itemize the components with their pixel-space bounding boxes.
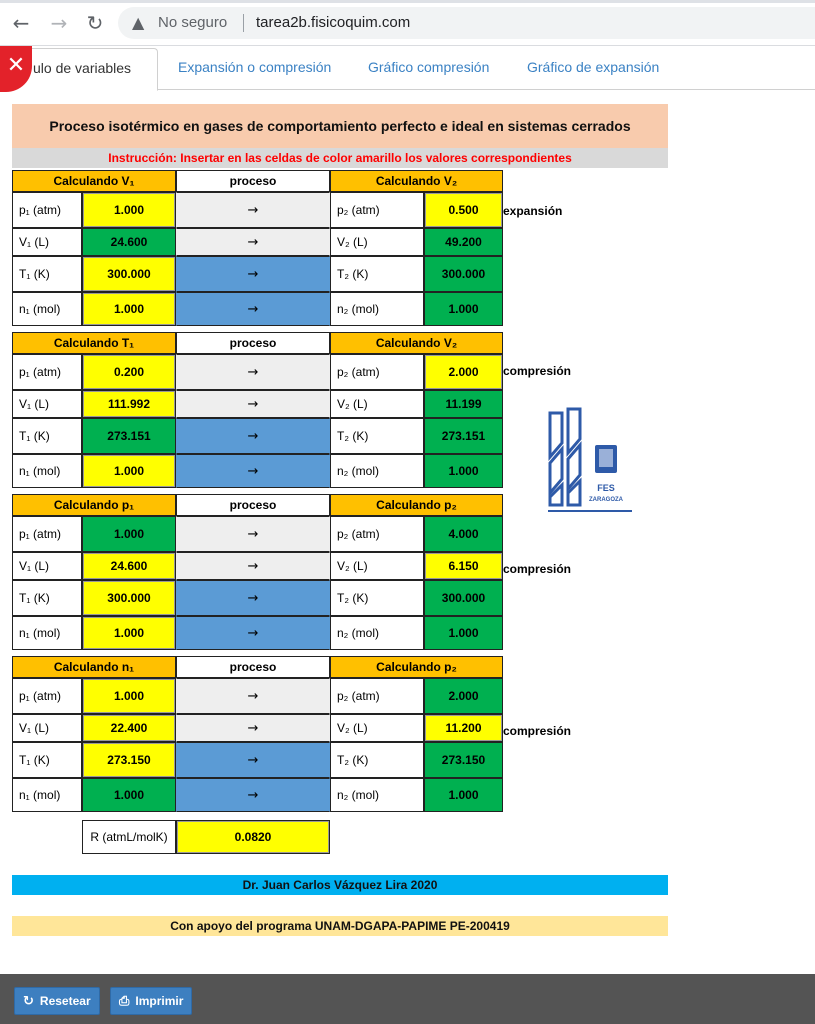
- variable-label-2: T₂ (K): [330, 418, 424, 454]
- block-header-right: Calculando V₂: [330, 170, 503, 192]
- support-bar: Con apoyo del programa UNAM-DGAPA-PAPIME PE-200419: [12, 916, 668, 936]
- computed-cell: 1.000: [424, 778, 503, 812]
- print-icon: ⎙: [119, 993, 130, 1009]
- variable-label-1: V₁ (L): [12, 228, 82, 256]
- computed-cell: 273.150: [424, 742, 503, 778]
- computed-cell: 1.000: [82, 778, 176, 812]
- process-arrow-icon: →: [176, 778, 330, 812]
- block-header-left: Calculando V₁: [12, 170, 176, 192]
- warning-icon[interactable]: ▲: [132, 13, 145, 32]
- computed-cell: 1.000: [424, 292, 503, 326]
- reset-label: Resetear: [39, 994, 91, 1008]
- computed-cell: 24.600: [82, 228, 176, 256]
- r-constant-value[interactable]: 0.0820: [176, 820, 330, 854]
- variable-label-2: T₂ (K): [330, 580, 424, 616]
- process-arrow-icon: →: [176, 552, 330, 580]
- variable-label-1: p₁ (atm): [12, 354, 82, 390]
- input-cell[interactable]: 300.000: [82, 580, 176, 616]
- process-arrow-icon: →: [176, 390, 330, 418]
- variable-label-1: T₁ (K): [12, 742, 82, 778]
- back-arrow-icon[interactable]: ←: [12, 11, 30, 35]
- process-type-note: compresión: [503, 562, 572, 576]
- instruction-text: Instrucción: Insertar en las celdas de color amarillo los valores correspondientes: [12, 148, 668, 168]
- input-cell[interactable]: 22.400: [82, 714, 176, 742]
- refresh-icon: ↻: [23, 993, 34, 1009]
- input-cell[interactable]: 0.500: [424, 192, 503, 228]
- process-arrow-icon: →: [176, 616, 330, 650]
- variable-label-2: V₂ (L): [330, 552, 424, 580]
- variable-label-1: n₁ (mol): [12, 292, 82, 326]
- print-label: Imprimir: [135, 994, 184, 1008]
- process-arrow-icon: →: [176, 516, 330, 552]
- variable-label-1: V₁ (L): [12, 714, 82, 742]
- computed-cell: 1.000: [424, 454, 503, 488]
- variable-label-1: n₁ (mol): [12, 778, 82, 812]
- block-header-left: Calculando n₁: [12, 656, 176, 678]
- computed-cell: 11.199: [424, 390, 503, 418]
- computed-cell: 300.000: [424, 256, 503, 292]
- input-cell[interactable]: 1.000: [82, 292, 176, 326]
- process-arrow-icon: →: [176, 742, 330, 778]
- input-cell[interactable]: 11.200: [424, 714, 503, 742]
- variable-label-2: p₂ (atm): [330, 678, 424, 714]
- close-icon[interactable]: ✕: [0, 46, 32, 92]
- variable-label-1: p₁ (atm): [12, 516, 82, 552]
- process-arrow-icon: →: [176, 580, 330, 616]
- forward-arrow-icon[interactable]: →: [50, 11, 68, 35]
- process-arrow-icon: →: [176, 354, 330, 390]
- variable-label-1: p₁ (atm): [12, 678, 82, 714]
- bottom-toolbar: [0, 974, 815, 1024]
- variable-label-2: n₂ (mol): [330, 778, 424, 812]
- computed-cell: 300.000: [424, 580, 503, 616]
- process-arrow-icon: →: [176, 228, 330, 256]
- input-cell[interactable]: 273.150: [82, 742, 176, 778]
- fes-zaragoza-logo-icon: [540, 405, 635, 515]
- variable-label-2: n₂ (mol): [330, 616, 424, 650]
- input-cell[interactable]: 300.000: [82, 256, 176, 292]
- r-constant-label: R (atmL/molK): [82, 820, 176, 854]
- computed-cell: 2.000: [424, 678, 503, 714]
- process-header: proceso: [176, 494, 330, 516]
- computed-cell: 4.000: [424, 516, 503, 552]
- tab-grafico-compresion[interactable]: Gráfico compresión: [368, 59, 490, 75]
- computed-cell: 273.151: [82, 418, 176, 454]
- block-header-left: Calculando T₁: [12, 332, 176, 354]
- computed-cell: 49.200: [424, 228, 503, 256]
- tab-calculo-de-variables[interactable]: ulo de variables: [0, 48, 158, 91]
- input-cell[interactable]: 1.000: [82, 678, 176, 714]
- process-arrow-icon: →: [176, 454, 330, 488]
- process-type-note: expansión: [503, 204, 563, 218]
- process-header: proceso: [176, 656, 330, 678]
- input-cell[interactable]: 6.150: [424, 552, 503, 580]
- variable-label-1: n₁ (mol): [12, 616, 82, 650]
- process-arrow-icon: →: [176, 256, 330, 292]
- variable-label-1: T₁ (K): [12, 580, 82, 616]
- address-bar[interactable]: [118, 7, 815, 39]
- variable-label-2: V₂ (L): [330, 390, 424, 418]
- variable-label-1: T₁ (K): [12, 418, 82, 454]
- variable-label-1: T₁ (K): [12, 256, 82, 292]
- security-label[interactable]: No seguro: [158, 14, 228, 31]
- tab-grafico-de-expansion[interactable]: Gráfico de expansión: [527, 59, 660, 75]
- block-header-right: Calculando V₂: [330, 332, 503, 354]
- tab-expansion-o-compresion[interactable]: Expansión o compresión: [178, 59, 332, 75]
- variable-label-2: V₂ (L): [330, 714, 424, 742]
- process-arrow-icon: →: [176, 292, 330, 326]
- author-bar: Dr. Juan Carlos Vázquez Lira 2020: [12, 875, 668, 895]
- variable-label-2: T₂ (K): [330, 256, 424, 292]
- variable-label-2: V₂ (L): [330, 228, 424, 256]
- variable-label-2: n₂ (mol): [330, 292, 424, 326]
- block-header-right: Calculando p₂: [330, 656, 503, 678]
- block-header-left: Calculando p₁: [12, 494, 176, 516]
- variable-label-2: n₂ (mol): [330, 454, 424, 488]
- input-cell[interactable]: 1.000: [82, 616, 176, 650]
- reload-icon[interactable]: ↻: [86, 11, 104, 35]
- variable-label-2: p₂ (atm): [330, 354, 424, 390]
- variable-label-2: T₂ (K): [330, 742, 424, 778]
- variable-label-1: V₁ (L): [12, 390, 82, 418]
- computed-cell: 1.000: [82, 516, 176, 552]
- variable-label-1: p₁ (atm): [12, 192, 82, 228]
- process-arrow-icon: →: [176, 418, 330, 454]
- url-separator: [243, 14, 244, 32]
- reset-button[interactable]: [14, 987, 100, 1015]
- variable-label-1: V₁ (L): [12, 552, 82, 580]
- input-cell[interactable]: 111.992: [82, 390, 176, 418]
- process-arrow-icon: →: [176, 714, 330, 742]
- browser-toolbar: [0, 0, 815, 46]
- variable-label-2: p₂ (atm): [330, 192, 424, 228]
- sheet-tabs: [0, 46, 815, 90]
- print-button[interactable]: [110, 987, 192, 1015]
- svg-text:FES: FES: [597, 483, 615, 493]
- svg-text:ZARAGOZA: ZARAGOZA: [589, 497, 623, 503]
- block-header-right: Calculando p₂: [330, 494, 503, 516]
- browser-top-edge: [0, 0, 815, 3]
- process-arrow-icon: →: [176, 678, 330, 714]
- process-type-note: compresión: [503, 364, 572, 378]
- process-header: proceso: [176, 170, 330, 192]
- sheet-title: Proceso isotérmico en gases de comportamiento perfecto e ideal en sistemas cerrados: [12, 104, 668, 148]
- input-cell[interactable]: 2.000: [424, 354, 503, 390]
- process-arrow-icon: →: [176, 192, 330, 228]
- url-text[interactable]: tarea2b.fisicoquim.com: [256, 14, 411, 31]
- input-cell[interactable]: 24.600: [82, 552, 176, 580]
- computed-cell: 273.151: [424, 418, 503, 454]
- process-header: proceso: [176, 332, 330, 354]
- input-cell[interactable]: 1.000: [82, 192, 176, 228]
- input-cell[interactable]: 0.200: [82, 354, 176, 390]
- variable-label-1: n₁ (mol): [12, 454, 82, 488]
- variable-label-2: p₂ (atm): [330, 516, 424, 552]
- computed-cell: 1.000: [424, 616, 503, 650]
- input-cell[interactable]: 1.000: [82, 454, 176, 488]
- process-type-note: compresión: [503, 724, 572, 738]
